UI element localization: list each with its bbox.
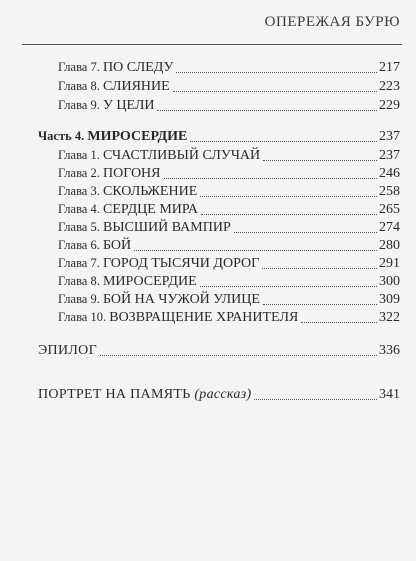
toc-entry-label: Глава 2. ПОГОНЯ — [58, 166, 161, 181]
leader-dots — [263, 159, 377, 161]
leader-dots — [157, 109, 377, 111]
leader-dots — [254, 398, 377, 400]
toc-page-number: 229 — [379, 98, 400, 113]
toc-page-number: 336 — [379, 343, 400, 358]
leader-dots — [134, 249, 377, 251]
toc-entry-label: Глава 10. ВОЗВРАЩЕНИЕ ХРАНИТЕЛЯ — [58, 310, 299, 325]
toc-entry-chapter-6[interactable] — [58, 236, 400, 254]
toc-entry-label: Глава 8. СЛИЯНИЕ — [58, 79, 170, 94]
toc-entry-label: Глава 7. ПО СЛЕДУ — [58, 60, 174, 75]
toc-entry-chapter-4[interactable] — [58, 200, 400, 218]
leader-dots — [190, 140, 377, 142]
toc-page-number: 300 — [379, 274, 400, 289]
toc-page-number: 274 — [379, 220, 400, 235]
leader-dots — [201, 213, 377, 215]
toc-entry-label: Глава 8. МИРОСЕРДИЕ — [58, 274, 197, 289]
toc-entry-chapter-8b[interactable] — [58, 272, 400, 290]
toc-page-number: 322 — [379, 310, 400, 325]
toc-page-number: 291 — [379, 256, 400, 271]
toc-page-number: 309 — [379, 292, 400, 307]
toc-entry-short-story[interactable] — [38, 385, 400, 403]
toc-entry-label: ЭПИЛОГ — [38, 343, 97, 358]
toc-entry-chapter-1[interactable] — [58, 146, 400, 164]
toc-entry-chapter-9b[interactable] — [58, 290, 400, 308]
leader-dots — [200, 195, 377, 197]
toc-entry-epilogue[interactable] — [38, 341, 400, 359]
toc-entry-note: (рассказ) — [194, 387, 252, 402]
toc-entry-label: Часть 4. МИРОСЕРДИЕ — [38, 129, 188, 144]
toc-page-number: 246 — [379, 166, 400, 181]
toc-entry-part-4[interactable] — [38, 127, 400, 145]
toc-entry-chapter-2[interactable] — [58, 164, 400, 182]
leader-dots — [262, 267, 377, 269]
toc-entry-chapter-7b[interactable] — [58, 254, 400, 272]
leader-dots — [301, 321, 377, 323]
toc-page-number: 341 — [379, 387, 400, 402]
leader-dots — [173, 90, 377, 92]
toc-page-number: 265 — [379, 202, 400, 217]
toc-entry-chapter-3[interactable] — [58, 182, 400, 200]
toc-entry-chapter-5[interactable] — [58, 218, 400, 236]
toc-entry-label: Глава 7. ГОРОД ТЫСЯЧИ ДОРОГ — [58, 256, 260, 271]
toc-entry-label: Глава 9. БОЙ НА ЧУЖОЙ УЛИЦЕ — [58, 292, 260, 307]
toc-entry-chapter-7[interactable] — [58, 58, 400, 76]
toc-entry-label: Глава 9. У ЦЕЛИ — [58, 98, 155, 113]
leader-dots — [176, 71, 377, 73]
toc-entry-chapter-9[interactable] — [58, 96, 400, 114]
toc-page-number: 280 — [379, 238, 400, 253]
toc-page-number: 258 — [379, 184, 400, 199]
toc-entry-label: Глава 4. СЕРДЦЕ МИРА — [58, 202, 198, 217]
leader-dots — [234, 231, 377, 233]
toc-entry-label: ПОРТРЕТ НА ПАМЯТЬ (рассказ) — [38, 387, 252, 402]
toc-page-number: 237 — [379, 129, 400, 144]
running-header-title: ОПЕРЕЖАЯ БУРЮ — [264, 14, 400, 30]
leader-dots — [263, 303, 377, 305]
toc-entry-label: Глава 1. СЧАСТЛИВЫЙ СЛУЧАЙ — [58, 148, 261, 163]
toc-entry-label: Глава 3. СКОЛЬЖЕНИЕ — [58, 184, 198, 199]
toc-entry-chapter-10[interactable] — [58, 308, 400, 326]
toc-entry-chapter-8[interactable] — [58, 77, 400, 95]
toc-entry-label: Глава 6. БОЙ — [58, 238, 132, 253]
toc-page-number: 223 — [379, 79, 400, 94]
toc-page-number: 237 — [379, 148, 400, 163]
leader-dots — [100, 354, 377, 356]
header-rule — [22, 44, 402, 45]
leader-dots — [164, 177, 377, 179]
running-header — [0, 0, 416, 46]
toc-entry-label: Глава 5. ВЫСШИЙ ВАМПИР — [58, 220, 231, 235]
leader-dots — [200, 285, 377, 287]
toc-page-number: 217 — [379, 60, 400, 75]
